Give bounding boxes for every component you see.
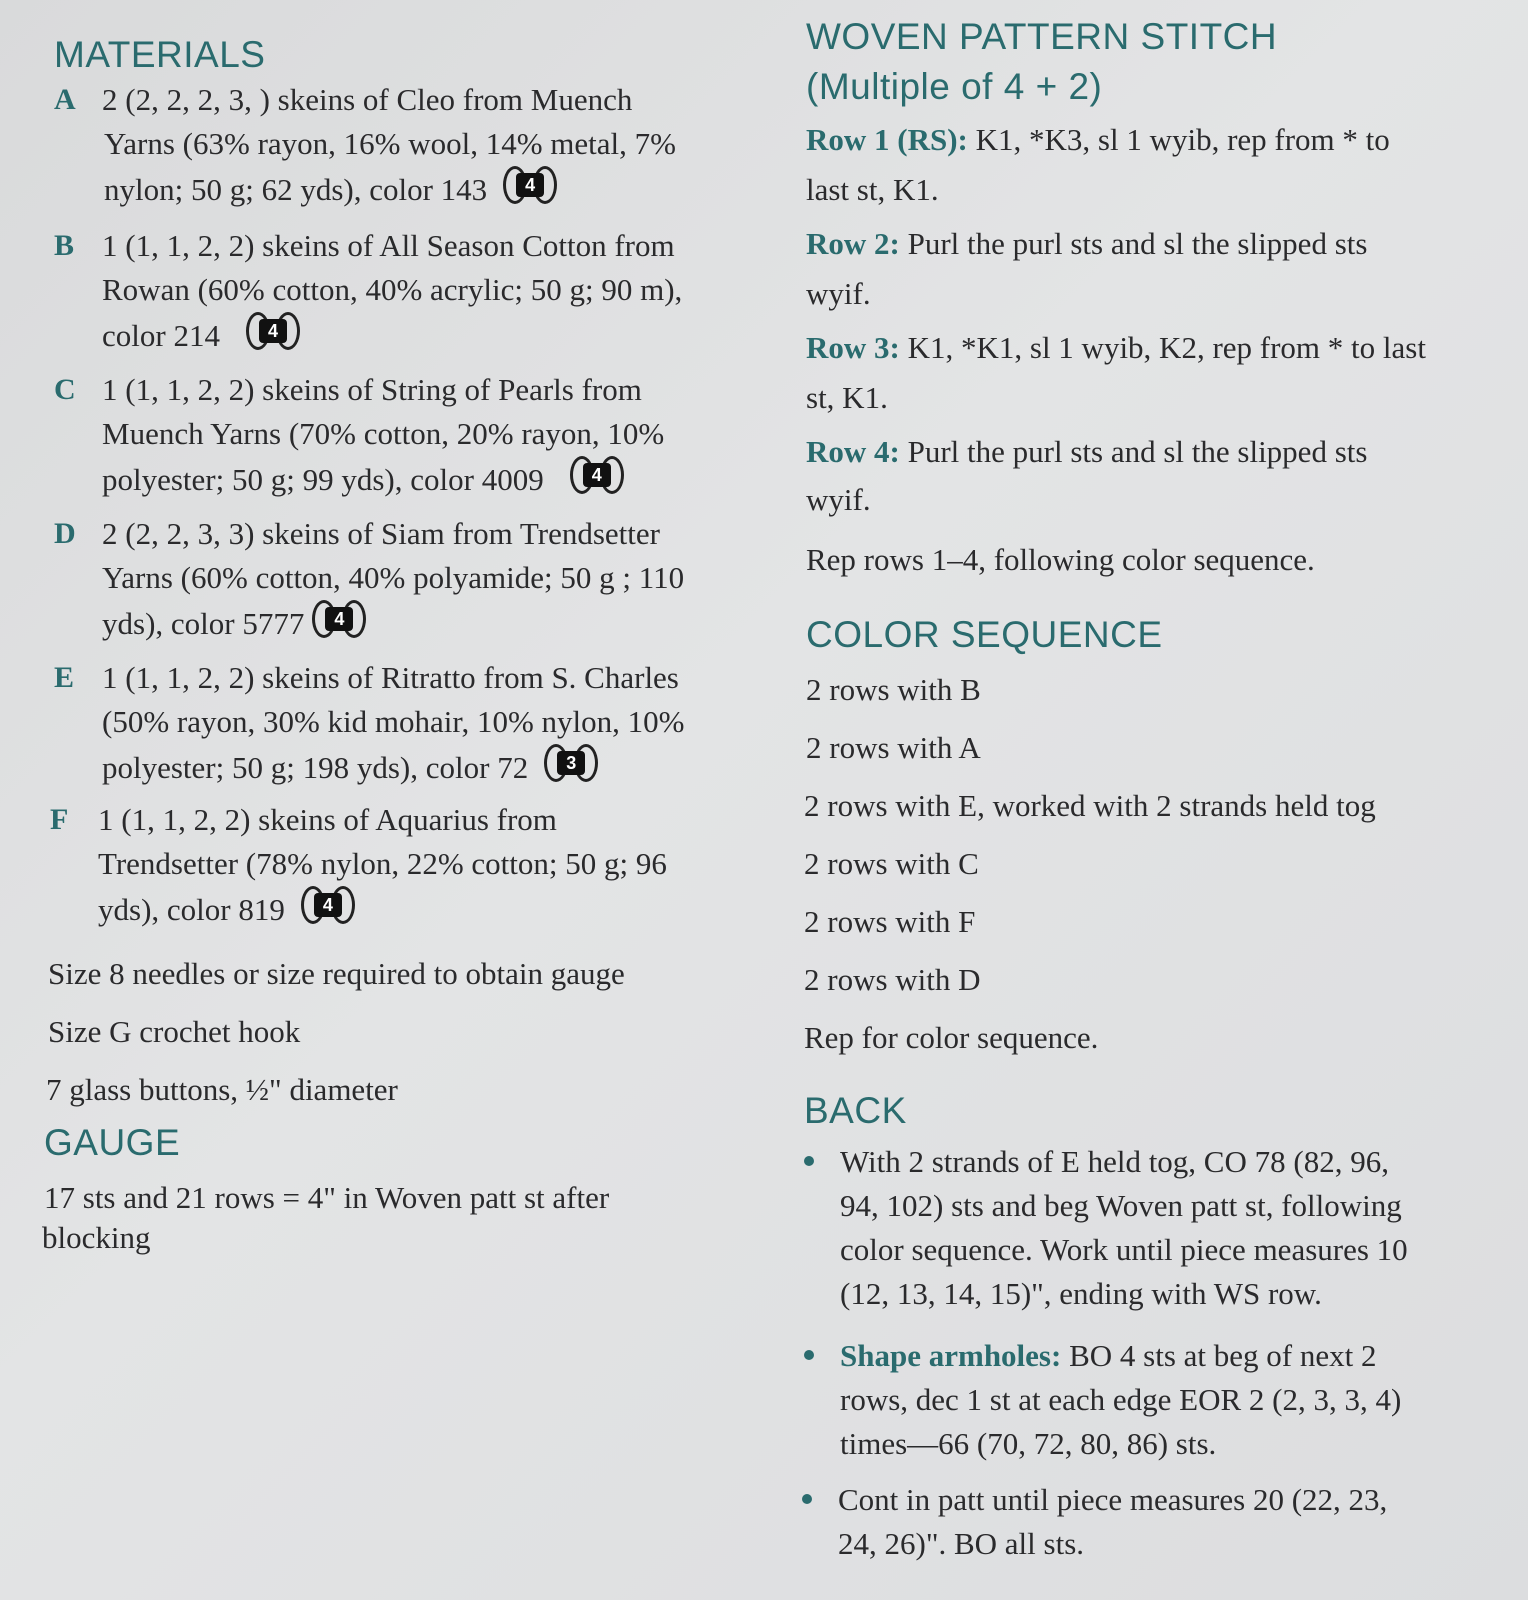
yarn-weight-icon — [568, 456, 626, 496]
back-step-1 — [804, 1140, 1504, 1320]
woven-heading: WOVEN PATTERN STITCH — [806, 16, 1278, 57]
yarn-weight-number: 4 — [259, 319, 287, 343]
yarn-f — [50, 798, 750, 938]
notion-buttons: 7 glass buttons, ½" diameter — [46, 1072, 398, 1107]
yarn-weight-icon — [542, 744, 600, 784]
back-heading: BACK — [804, 1090, 907, 1131]
yarn-e — [54, 656, 754, 796]
yarn-line: 2 (2, 2, 3, 3) skeins of Siam from Trendsetter — [102, 516, 660, 551]
row-1 — [806, 118, 1390, 162]
yarn-d — [54, 512, 754, 652]
yarn-weight-icon — [299, 886, 357, 926]
yarn-weight-icon — [244, 312, 302, 352]
repeat-note: Rep rows 1–4, following color sequence. — [806, 542, 1315, 577]
color-seq-item: 2 rows with B — [806, 672, 981, 707]
row-text: Purl the purl sts and sl the slipped sts — [899, 226, 1368, 261]
yarn-line: yds), color 5777 — [102, 606, 305, 641]
yarn-weight-number: 3 — [557, 751, 585, 775]
row-2-cont: wyif. — [806, 276, 871, 311]
yarn-letter: F — [50, 803, 69, 836]
gauge-line: 17 sts and 21 rows = 4" in Woven patt st after — [44, 1180, 610, 1215]
step-line: Cont in patt until piece measures 20 (22, 23, — [838, 1482, 1388, 1517]
yarn-line: Rowan (60% cotton, 40% acrylic; 50 g; 90 m), — [102, 272, 683, 307]
yarn-line: yds), color 819 — [98, 892, 285, 927]
back-step-2 — [804, 1334, 1504, 1474]
row-text: K1, *K1, sl 1 wyib, K2, rep from * to last — [899, 330, 1426, 365]
yarn-letter: A — [54, 83, 76, 116]
row-4 — [806, 430, 1367, 474]
color-seq-repeat: Rep for color sequence. — [804, 1020, 1099, 1055]
bullet-icon — [804, 1350, 814, 1360]
bullet-icon — [804, 1156, 814, 1166]
row-4-cont: wyif. — [806, 482, 871, 517]
row-3 — [806, 326, 1426, 370]
step-lead: Shape armholes: — [840, 1338, 1062, 1373]
step-line: color sequence. Work until piece measures 10 — [840, 1232, 1408, 1267]
yarn-line: (50% rayon, 30% kid mohair, 10% nylon, 10% — [102, 704, 685, 739]
yarn-line: 1 (1, 1, 2, 2) skeins of Aquarius from — [98, 802, 557, 837]
color-seq-item: 2 rows with D — [804, 962, 981, 997]
yarn-b — [54, 224, 754, 364]
yarn-line: polyester; 50 g; 198 yds), color 72 — [102, 750, 529, 785]
step-line: 24, 26)". BO all sts. — [838, 1526, 1085, 1561]
step-line: 94, 102) sts and beg Woven patt st, following — [840, 1188, 1402, 1223]
yarn-line: Trendsetter (78% nylon, 22% cotton; 50 g; 96 — [98, 846, 667, 881]
row-label: Row 2: — [806, 226, 900, 261]
yarn-line: polyester; 50 g; 99 yds), color 4009 — [102, 462, 544, 497]
notion-needles: Size 8 needles or size required to obtain gauge — [48, 956, 625, 991]
yarn-line: nylon; 50 g; 62 yds), color 143 — [104, 172, 488, 207]
yarn-weight-number: 4 — [314, 893, 342, 917]
woven-subheading: (Multiple of 4 + 2) — [806, 66, 1103, 107]
row-text: K1, *K3, sl 1 wyib, rep from * to — [967, 122, 1390, 157]
yarn-weight-number: 4 — [583, 463, 611, 487]
yarn-c — [54, 368, 754, 508]
yarn-line: 1 (1, 1, 2, 2) skeins of String of Pearls from — [102, 372, 642, 407]
row-label: Row 3: — [806, 330, 900, 365]
yarn-line: Muench Yarns (70% cotton, 20% rayon, 10% — [102, 416, 665, 451]
color-seq-item: 2 rows with E, worked with 2 strands held tog — [804, 788, 1376, 823]
row-2 — [806, 222, 1367, 266]
row-3-cont: st, K1. — [806, 380, 888, 415]
materials-heading: MATERIALS — [54, 34, 266, 75]
yarn-line: 1 (1, 1, 2, 2) skeins of All Season Cotton from — [102, 228, 675, 263]
row-label: Row 4: — [806, 434, 900, 469]
yarn-weight-number: 4 — [516, 173, 544, 197]
back-step-3 — [802, 1478, 1502, 1574]
color-seq-item: 2 rows with A — [806, 730, 981, 765]
row-text: Purl the purl sts and sl the slipped sts — [899, 434, 1368, 469]
yarn-line: Yarns (60% cotton, 40% polyamide; 50 g ; 110 — [102, 560, 685, 595]
yarn-letter: C — [54, 373, 76, 406]
yarn-line: 1 (1, 1, 2, 2) skeins of Ritratto from S. Charles — [102, 660, 679, 695]
notion-hook: Size G crochet hook — [48, 1014, 301, 1049]
yarn-line: Yarns (63% rayon, 16% wool, 14% metal, 7% — [104, 126, 676, 161]
step-line: (12, 13, 14, 15)", ending with WS row. — [840, 1276, 1322, 1311]
yarn-weight-icon — [310, 600, 368, 640]
gauge-heading: GAUGE — [44, 1122, 181, 1163]
yarn-letter: E — [54, 661, 75, 694]
step-line: rows, dec 1 st at each edge EOR 2 (2, 3, 3, 4) — [840, 1382, 1402, 1417]
gauge-line: blocking — [42, 1220, 151, 1255]
yarn-a — [54, 78, 754, 218]
yarn-weight-number: 4 — [325, 607, 353, 631]
step-line: times—66 (70, 72, 80, 86) sts. — [840, 1426, 1217, 1461]
bullet-icon — [802, 1494, 812, 1504]
yarn-letter: D — [54, 517, 76, 550]
color-seq-item: 2 rows with F — [804, 904, 976, 939]
step-line: BO 4 sts at beg of next 2 — [1061, 1338, 1377, 1373]
color-sequence-heading: COLOR SEQUENCE — [806, 614, 1163, 655]
row-1-cont: last st, K1. — [806, 172, 939, 207]
step-line: With 2 strands of E held tog, CO 78 (82, 96, — [840, 1144, 1389, 1179]
yarn-weight-icon — [501, 166, 559, 206]
row-label: Row 1 (RS): — [806, 122, 968, 157]
yarn-line: color 214 — [102, 318, 220, 353]
color-seq-item: 2 rows with C — [804, 846, 979, 881]
yarn-letter: B — [54, 229, 75, 262]
yarn-line: 2 (2, 2, 2, 3, ) skeins of Cleo from Muench — [102, 82, 633, 117]
